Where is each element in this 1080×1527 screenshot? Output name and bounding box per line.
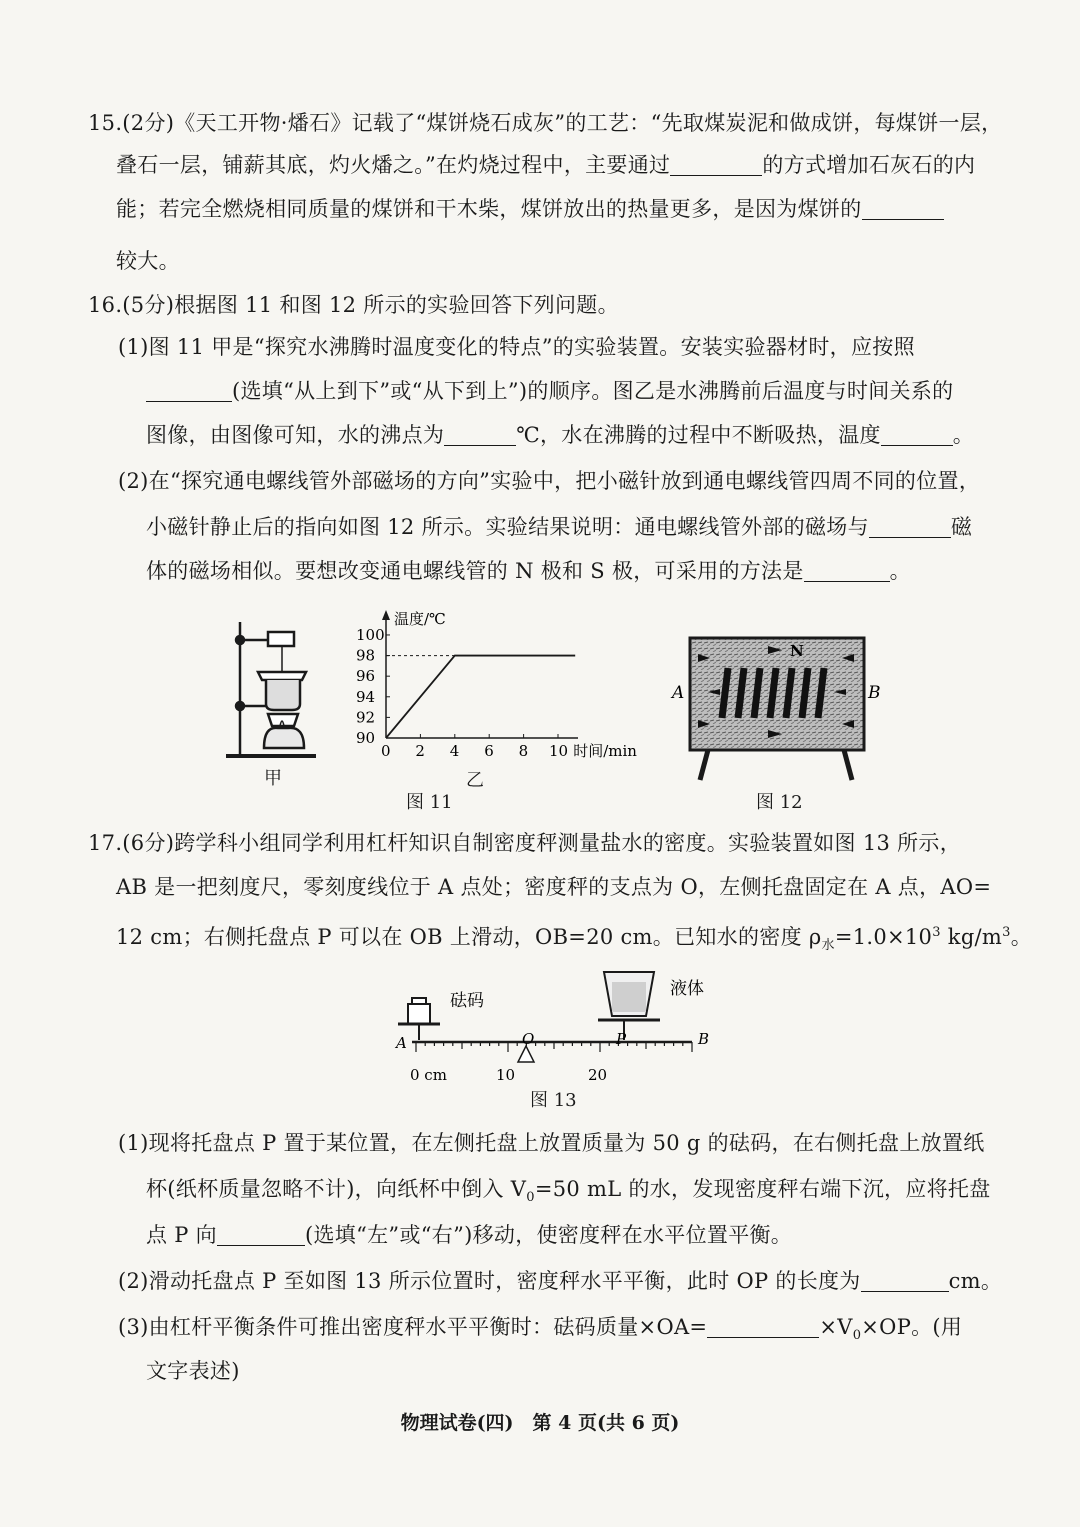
q16-blank5[interactable] — [804, 559, 890, 582]
y-tick-label: 96 — [356, 667, 376, 686]
y-axis-arrow — [382, 610, 390, 620]
q17-blank3[interactable] — [707, 1315, 819, 1338]
q15-blank2[interactable] — [862, 197, 944, 220]
fig13-o-label: O — [522, 1030, 535, 1048]
fig11-apparatus — [218, 614, 328, 774]
x-tick-label: 10 — [549, 742, 569, 760]
q15-line2: 叠石一层，铺薪其底，灼火燔之。”在灼烧过程中，主要通过 的方式增加石灰石的内 — [116, 153, 976, 177]
fig12-caption: 图 12 — [756, 792, 803, 813]
q16-blank3[interactable] — [881, 423, 953, 446]
liquid-label: 液体 — [670, 979, 704, 999]
fig13-p-label: P — [616, 1030, 627, 1048]
q15-line3: 能；若完全燃烧相同质量的煤饼和干木柴，煤饼放出的热量更多，是因为煤饼的 — [116, 194, 944, 224]
x-tick-label: 2 — [415, 742, 425, 760]
weight-label: 砝码 — [450, 991, 484, 1011]
fig11-yi-label: 乙 — [466, 770, 484, 791]
q17-p1-line1: (1)现将托盘点 P 置于某位置，在左侧托盘上放置质量为 50 g 的砝码，在右侧托盘上放置纸 — [118, 1131, 985, 1155]
q15-blank1[interactable] — [670, 153, 762, 176]
q17-p2-line1: (2)滑动托盘点 P 至如图 13 所示位置时，密度秤水平平衡，此时 OP 的长度为 cm。 — [118, 1269, 1003, 1293]
fig12-b-label: B — [868, 683, 881, 703]
q17-blank1[interactable] — [217, 1223, 305, 1246]
fig13-a-label: A — [396, 1034, 407, 1052]
q16-p1-line2: (选填“从上到下”或“从下到上”)的顺序。图乙是水沸腾前后温度与时间关系的 — [146, 376, 953, 406]
page-footer: 物理试卷(四) 第 4 页(共 6 页) — [400, 1412, 680, 1434]
fig11-chart — [350, 600, 640, 780]
ruler-ticks — [416, 1042, 692, 1052]
fig11-jia-label: 甲 — [264, 768, 282, 789]
q17-line1: 17.(6分)跨学科小组同学利用杠杆知识自制密度秤测量盐水的密度。实验装置如图 13 所示， — [88, 831, 962, 855]
fig13-tick-10: 10 — [496, 1066, 516, 1084]
x-tick-label: 4 — [449, 742, 460, 760]
y-tick-label: 92 — [356, 708, 376, 727]
q16-p2-line1: (2)在“探究通电螺线管外部磁场的方向”实验中，把小磁针放到通电螺线管四周不同的位置， — [118, 469, 981, 493]
x-tick-label: 6 — [484, 742, 494, 760]
q17-p3-line2: 文字表述) — [146, 1359, 240, 1383]
liquid-dots — [612, 982, 646, 1012]
fig12-a-label: A — [672, 683, 685, 703]
fig13-b-label: B — [698, 1030, 710, 1048]
x-tick-label: 0 — [381, 742, 391, 760]
q16-head: 16.(5分)根据图 11 和图 12 所示的实验回答下列问题。 — [88, 293, 619, 317]
q16-p2-line2: 小磁针静止后的指向如图 12 所示。实验结果说明：通电螺线管外部的磁场与 磁 — [146, 515, 973, 539]
y-tick-label: 98 — [356, 646, 376, 665]
q16-p1-line1: (1)图 11 甲是“探究水沸腾时温度变化的特点”的实验装置。安装实验器材时，应按照 — [118, 335, 915, 359]
fig12-n-label: N — [790, 642, 804, 660]
y-tick-label: 90 — [356, 729, 376, 747]
q15-line1: 15.(2分)《天工开物·燔石》记载了“煤饼烧石成灰”的工艺：“先取煤炭泥和做成饼，每煤饼一层， — [88, 111, 1003, 135]
fig13-caption: 图 13 — [530, 1090, 577, 1111]
fig13-tick-0: 0 cm — [410, 1066, 447, 1084]
x-axis-label: 时间/min — [573, 742, 637, 760]
q17-p3-line1: (3)由杠杆平衡条件可推出密度秤水平平衡时：砝码质量$\times OA= \times V_0\times OP$。(用 — [118, 1315, 963, 1344]
q17-p1-line3: 点 P 向 (选填“左”或“右”)移动，使密度秤在水平位置平衡。 — [146, 1223, 793, 1247]
q16-blank2[interactable] — [444, 423, 516, 446]
q17-p1-line2: 杯(纸杯质量忽略不计)，向纸杯中倒入 $V_0=50$ mL 的水，发现密度秤右端下沉，应将托盘 — [146, 1177, 991, 1206]
q17-blank2[interactable] — [861, 1269, 949, 1292]
fig13-density-scale — [390, 964, 730, 1084]
q15-line4: 较大。 — [116, 249, 180, 273]
fig11-caption: 图 11 — [406, 792, 453, 813]
y-axis-label: 温度/℃ — [394, 610, 446, 628]
fig12-solenoid — [668, 634, 888, 784]
q17-line3: 12 cm；右侧托盘点 P 可以在 OB 上滑动，OB=20 cm。已知水的密度 $\rho_水=1.0\times 10^3$ $kg/m^3$。 — [116, 925, 1033, 954]
q17-line2: AB 是一把刻度尺，零刻度线位于 A 点处；密度秤的支点为 O，左侧托盘固定在 A 点，AO= — [116, 875, 992, 899]
series-line — [386, 656, 575, 738]
y-tick-label: 100 — [356, 625, 385, 644]
x-tick-label: 8 — [518, 742, 529, 760]
q16-p2-line3: 体的磁场相似。要想改变通电螺线管的 N 极和 S 极，可采用的方法是 。 — [146, 559, 911, 583]
q16-p1-line3: 图像，由图像可知，水的沸点为 ℃，水在沸腾的过程中不断吸热，温度 。 — [146, 423, 975, 447]
q16-blank1[interactable] — [146, 379, 232, 402]
y-tick-label: 94 — [356, 687, 376, 706]
q16-blank4[interactable] — [869, 515, 951, 538]
fig13-tick-20: 20 — [588, 1066, 608, 1084]
